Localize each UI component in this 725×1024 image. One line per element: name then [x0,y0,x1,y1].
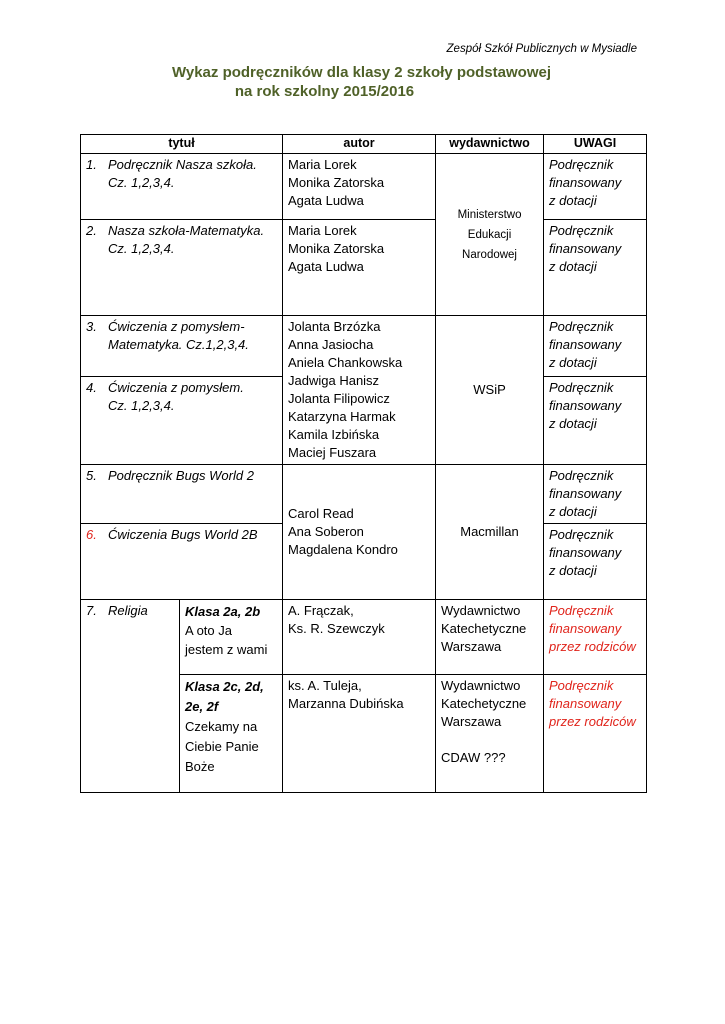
note-cell: Podręcznik finansowany z dotacji [544,154,647,220]
table-row [81,465,647,524]
book-title: 1. Podręcznik Nasza szkoła. Cz. 1,2,3,4. [81,154,283,220]
publisher-cell: Ministerstwo Edukacji Narodowej [436,154,544,316]
note-cell: Podręcznik finansowany z dotacji [544,316,647,377]
book-title: 7. Religia [81,600,180,793]
book-authors: Carol Read Ana Soberon Magdalena Kondro [283,465,436,600]
publisher-cell: Macmillan [436,465,544,600]
table-header-row [81,135,647,154]
note-cell: Podręcznik finansowany z dotacji [544,465,647,524]
table-row [81,220,647,316]
note-cell: Podręcznik finansowany przez rodziców [544,675,647,793]
book-title: 4. Ćwiczenia z pomysłem. Cz. 1,2,3,4. [81,376,283,464]
publisher-cell: Wydawnictwo Katechetyczne Warszawa CDAW ??? [436,675,544,793]
book-authors: Maria Lorek Monika Zatorska Agata Ludwa [283,154,436,220]
publisher-cell: Wydawnictwo Katechetyczne Warszawa [436,600,544,675]
religion-class-cell: Klasa 2a, 2b A oto Ja jestem z wami [180,600,283,675]
column-header-notes: UWAGI [544,135,647,154]
note-cell: Podręcznik finansowany z dotacji [544,376,647,464]
column-header-publisher: wydawnictwo [436,135,544,154]
book-title: 3. Ćwiczenia z pomysłem- Matematyka. Cz.1,2,3,4. [81,316,283,377]
note-cell: Podręcznik finansowany z dotacji [544,524,647,600]
publisher-cell: WSiP [436,316,544,465]
book-title: 2. Nasza szkoła-Matematyka. Cz. 1,2,3,4. [81,220,283,316]
book-title: 6. Ćwiczenia Bugs World 2B [81,524,283,600]
note-cell: Podręcznik finansowany z dotacji [544,220,647,316]
book-title: 5. Podręcznik Bugs World 2 [81,465,283,524]
religion-class-cell: Klasa 2c, 2d, 2e, 2f Czekamy na Ciebie Panie Boże [180,675,283,793]
book-authors: Maria Lorek Monika Zatorska Agata Ludwa [283,220,436,316]
book-authors: Jolanta Brzózka Anna Jasiocha Aniela Chankowska Jadwiga Hanisz Jolanta Filipowicz Katarzyna Harmak Kamila Izbińska Maciej Fuszara [283,316,436,465]
school-name: Zespół Szkół Publicznych w Mysiadle [446,43,637,55]
column-header-author: autor [283,135,436,154]
book-authors: ks. A. Tuleja, Marzanna Dubińska [283,675,436,793]
document-subtitle: na rok szkolny 2015/2016 [234,83,415,100]
textbook-table [80,134,647,793]
table-row [81,316,647,377]
table-row [81,600,647,675]
table-row [81,154,647,220]
column-header-title: tytuł [81,135,283,154]
book-authors: A. Frączak, Ks. R. Szewczyk [283,600,436,675]
document-title: Wykaz podręczników dla klasy 2 szkoły podstawowej [171,64,551,81]
note-cell: Podręcznik finansowany przez rodziców [544,600,647,675]
